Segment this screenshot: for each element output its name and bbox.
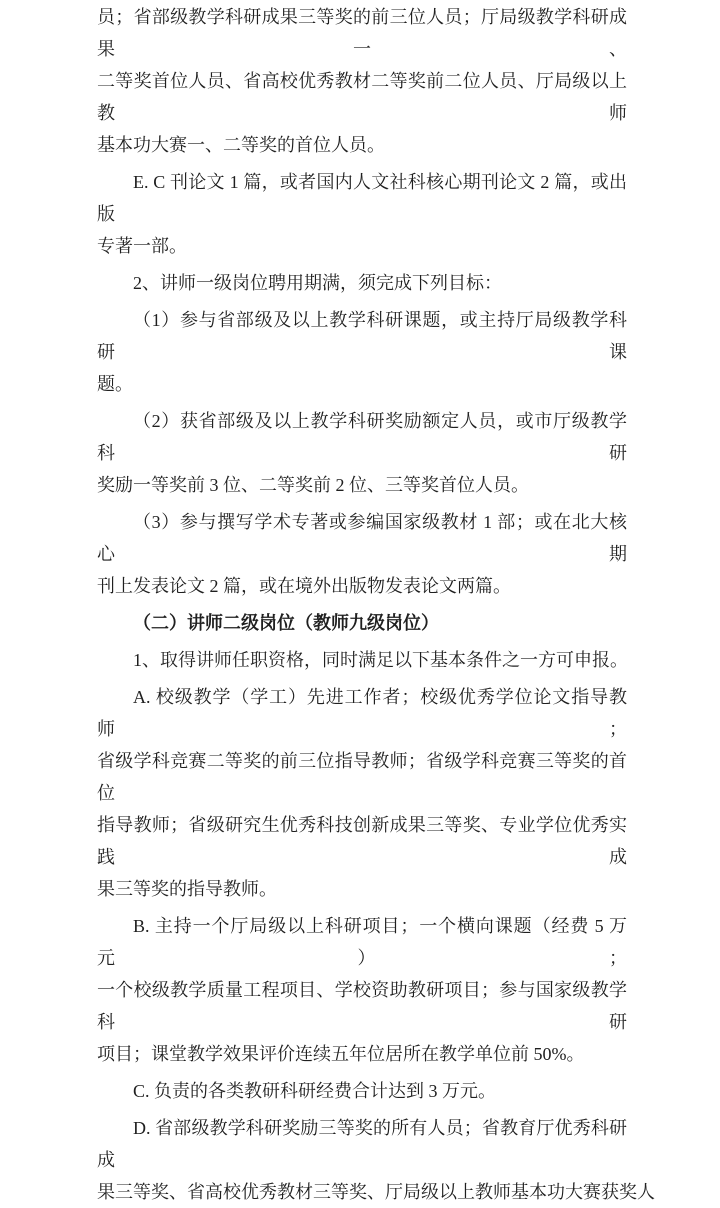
paragraph [97, 506, 627, 602]
document-text [97, 1, 655, 1208]
paragraph [97, 267, 627, 299]
text-line: 省级学科竞赛二等奖的前三位指导教师；省级学科竞赛三等奖的首位 [97, 751, 627, 803]
text-line: （二）讲师二级岗位（教师九级岗位） [133, 613, 439, 633]
text-line: 指导教师；省级研究生优秀科技创新成果三等奖、专业学位优秀实践成 [97, 815, 627, 867]
text-line: 1、取得讲师任职资格，同时满足以下基本条件之一方可申报。 [133, 650, 628, 670]
text-line: 一个校级教学质量工程项目、学校资助教研项目；参与国家级教学科研 [97, 980, 627, 1032]
text-line: （1）参与省部级及以上教学科研课题，或主持厅局级教学科研课 [97, 310, 627, 362]
text-line: 题。 [97, 374, 133, 394]
text-line: （2）获省部级及以上教学科研奖励额定人员，或市厅级教学科研 [97, 411, 627, 463]
text-line: 奖励一等奖前 3 位、二等奖前 2 位、三等奖首位人员。 [97, 475, 529, 495]
paragraph [97, 166, 627, 262]
text-line: A. 校级教学（学工）先进工作者；校级优秀学位论文指导教师； [97, 687, 627, 739]
section-heading [97, 607, 627, 639]
text-line: 果三等奖、省高校优秀教材三等奖、厅局级以上教师基本功大赛获奖人 [97, 1182, 655, 1202]
paragraph [97, 681, 627, 905]
paragraph [97, 405, 627, 501]
text-line: （3）参与撰写学术专著或参编国家级教材 1 部；或在北大核心期 [97, 512, 627, 564]
text-line: 项目；课堂教学效果评价连续五年位居所在教学单位前 50%。 [97, 1044, 585, 1064]
text-line: 二等奖首位人员、省高校优秀教材二等奖前二位人员、厅局级以上教师 [97, 71, 627, 123]
text-line: 2、讲师一级岗位聘用期满，须完成下列目标： [133, 273, 502, 293]
paragraph [97, 1, 627, 161]
text-line: B. 主持一个厅局级以上科研项目；一个横向课题（经费 5 万元）； [97, 916, 627, 968]
paragraph [97, 1112, 655, 1208]
text-line: 专著一部。 [97, 236, 187, 256]
text-line: 刊上发表论文 2 篇，或在境外出版物发表论文两篇。 [97, 576, 511, 596]
text-line: 员；省部级教学科研成果三等奖的前三位人员；厅局级教学科研成果一、 [97, 7, 627, 59]
paragraph [97, 1075, 627, 1107]
paragraph [97, 910, 627, 1070]
text-line: E. C 刊论文 1 篇，或者国内人文社科核心期刊论文 2 篇，或出版 [97, 172, 627, 224]
paragraph [97, 644, 627, 676]
text-line: D. 省部级教学科研奖励三等奖的所有人员；省教育厅优秀科研成 [97, 1118, 627, 1170]
text-line: 果三等奖的指导教师。 [97, 879, 277, 899]
text-line: C. 负责的各类教研科研经费合计达到 3 万元。 [133, 1081, 497, 1101]
paragraph [97, 304, 627, 400]
text-line: 基本功大赛一、二等奖的首位人员。 [97, 135, 385, 155]
